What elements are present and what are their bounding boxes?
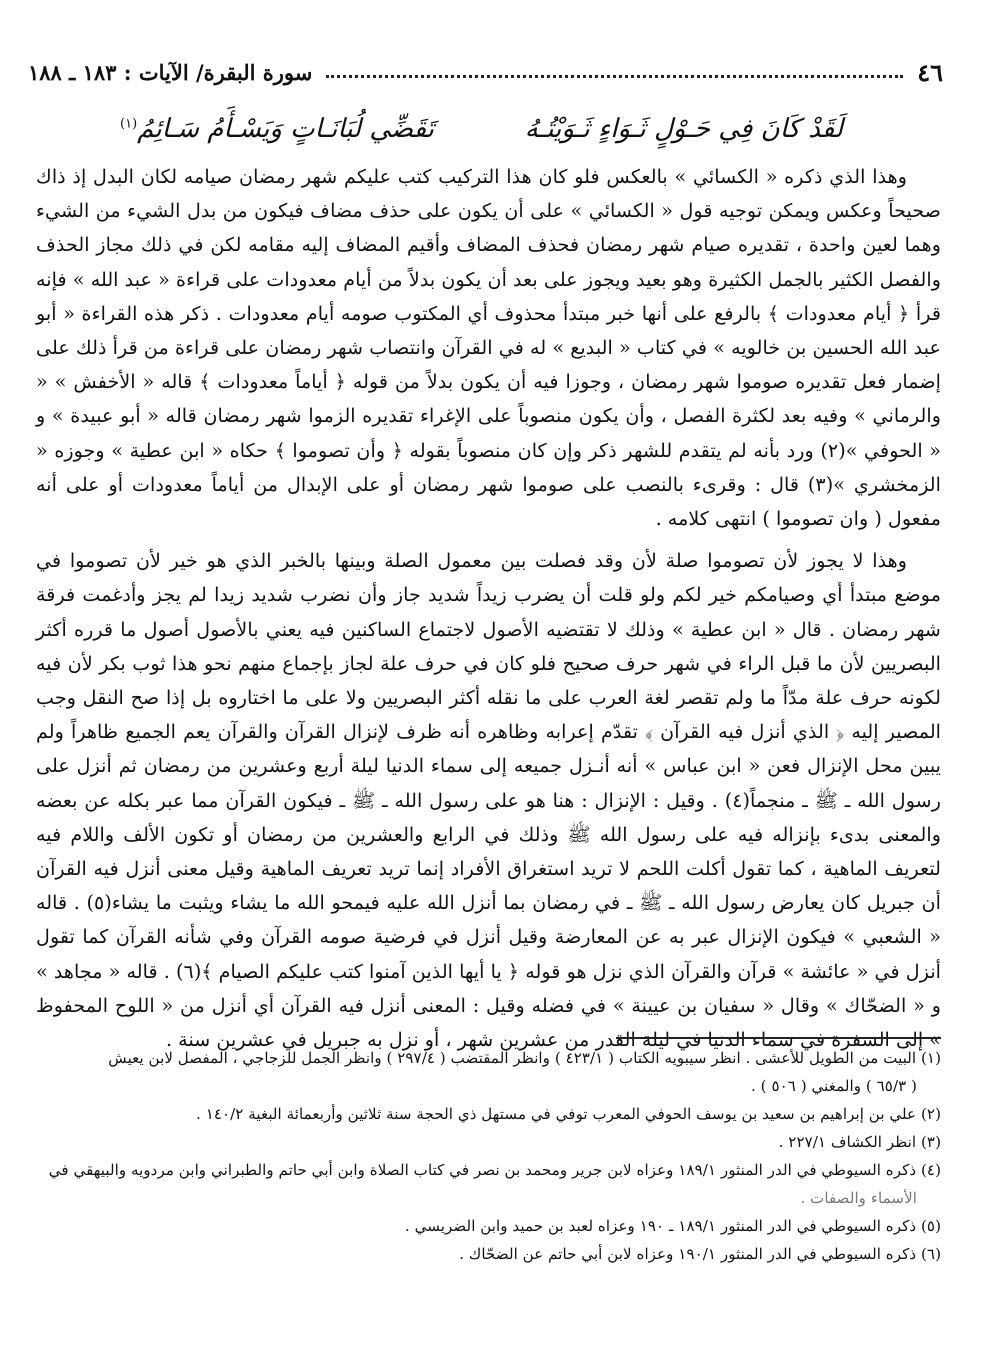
paragraph-1: وهذا الذي ذكره « الكسائي » بالعكس فلو كان هذا التركيب كتب عليكم شهر رمضان صيامه لكان البدل إذ ذاك صحيحاً وعكس ويمكن توجيه قول « الكسائي » على أن يكون على حذف مضاف فيكون من بدل الشيء من الشيء وهما لعين واحدة ، تقديره صيام شهر رمضان فحذف المضاف وأقيم المضاف إليه مقامه لكن في ذلك مجاز الحذف والفصل الكثير بالجمل الكثيرة وهو بعيد ويجوز على بعد أن يكون بدلاً من أيام معدودات على قراءة « عبد الله » فإنه قرأ ﴿ أيام معدودات ﴾ بالرفع على أنها خبر مبتدأ محذوف أي المكتوب صومه أيام معدودات . ذكر هذه القراءة « أبو عبد الله الحسين بن خالويه » في كتاب « البديع » له في القرآن وانتصاب شهر رمضان على قراءة من قرأ ذلك على إضمار فعل تقديره صوموا شهر رمضان ، وجوزا فيه أن يكون بدلاً من قوله ﴿ أياماً معدودات ﴾ قاله « الأخفش » « والرماني » وفيه بعد لكثرة الفصل ، وأن يكون منصوباً على الإغراء تقديره الزموا شهر رمضان قاله « أبو عبيدة » و « الحوفي »(٢) ورد بأنه لم يتقدم للشهر ذكر وإن كان منصوباً بقوله ﴿ وأن تصوموا ﴾ حكاه « ابن عطية » وجوزه « الزمخشري »(٣) قال : وقرىء بالنصب على صوموا شهر رمضان أو على الإبدال من أياماً معدودات أو على أنه مفعول ( وان تصوموا ) انتهى كلامه . xyxy=(36,165,942,531)
footnote-2-text: (٢) علي بن إبراهيم بن سعيد بن يوسف الحوفي المعرب توفي في مستهل ذي الحجة سنة ثلاثين وأربعمائة البغية ١٤٠/٢ . xyxy=(196,1105,941,1123)
footnote-3-text: (٣) انظر الكشاف ٢٢٧/١ . xyxy=(778,1133,941,1151)
running-header xyxy=(28,54,943,90)
footnote-5 xyxy=(36,1212,941,1240)
footnotes xyxy=(36,1044,941,1268)
poetry-verse xyxy=(120,104,843,154)
footnote-1-line-2: ( ٦٥/٣ ) والمغني ( ٥٠٦ ) . xyxy=(751,1077,917,1095)
verse-second-hemistich-text: تَقَضِّي لُبَانَـاتٍ وَيَسْـأَمُ سَـائِمُ xyxy=(137,114,434,144)
verse-second-hemistich xyxy=(120,114,434,144)
footnote-4 xyxy=(36,1156,941,1212)
header-dot-leader xyxy=(326,75,903,78)
verse-footnote-ref: (١) xyxy=(120,116,138,132)
footnote-3 xyxy=(36,1128,941,1156)
paragraph-2: وهذا لا يجوز لأن تصوموا صلة لأن وقد فصلت بين معمول الصلة وبينها بالخبر الذي هو خير لأن تصوموا في موضع مبتدأ أي وصيامكم خير لكم ولو قلت أن يضرب زيداً شديد جاز وأن نضرب شديد زيدا لم يجز وأدغمت فرقة شهر رمضان . قال « ابن عطية » وذلك لا تقتضيه الأصول لاجتماع الساكنين فيه يعني بالأصول أصول ما قرره أكثر البصريين لأن ما قبل الراء في شهر حرف صحيح فلو كان في حرف علة لجاز بإجماع منهم نحو هذا ثوب بكر لأن فيه لكونه حرف علة مدّاً ما ولم تقصر لغة العرب على ما نقله أكثر البصريين ولا على ما اختاروه بل إذا صح النقل وجب المصير إليه ﴿ الذي أنزل فيه القرآن ﴾ تقدّم إعرابه وظاهره أنه ظرف لإنزال القرآن والقرآن يعم الجميع ظاهراً ولم يبين محل الإنزال فعن « ابن عباس » أنه أنـزل جميعه إلى سماء الدنيا ليلة أربع وعشرين من رمضان ثم أنزل على رسول الله ـ ﷺ ـ منجماً(٤) . وقيل : الإنزال : هنا هو على رسول الله ـ ﷺ ـ فيكون القرآن مما عبر بكله عن بعضه والمعنى بدىء بإنزاله فيه على رسول الله ﷺ وذلك في الرابع والعشرين من رمضان أو تكون الألف واللام فيه لتعريف الماهية ، كما تقول أكلت اللحم لا تريد استغراق الأفراد إنما تريد تعريف الماهية وقيل معنى أنزل فيه القرآن أن جبريل كان يعارض رسول الله ـ ﷺ ـ في رمضان بما أنزل الله عليه فيمحو الله ما يشاء ويثبت ما يشاء(٥) . قاله « الشعبي » فيكون الإنزال عبر به عن المعارضة وقيل أنزل في فرضية صومه القرآن وفي شأنه القرآن كما تقول أنزل في « عائشة » قرآن والقرآن الذي نزل هو قوله ﴿ يا أيها الذين آمنوا كتب عليكم الصيام ﴾(٦) . قاله « مجاهد » و « الضحّاك » وقال « سفيان بن عيينة » في فضله وقيل : المعنى أنزل فيه القرآن أي أنزل من « اللوح المحفوظ » إلى السفرة في سماء الدنيا في ليلة القدر من عشرين شهر ، أو نزل به جبريل في عشرين سنة . xyxy=(36,549,942,1052)
footnote-5-text: (٥) ذكره السيوطي في الدر المنثور ١٨٩/١ ـ ١٩٠ وعزاه لعبد بن حميد وابن الضريسي . xyxy=(404,1217,941,1235)
verse-first-hemistich: لَقَدْ كَانَ فِي حَـوْلٍ ثَـوَاءٍ ثَـوَيْتُـهُ xyxy=(524,114,843,144)
footnote-2 xyxy=(36,1100,941,1128)
footnote-separator xyxy=(616,1037,941,1039)
footnote-6-text: (٦) ذكره السيوطي في الدر المنثور ١٩٠/١ وعزاه لابن أبي حاتم عن الضحّاك . xyxy=(459,1245,941,1263)
main-text xyxy=(36,160,941,1057)
footnote-6 xyxy=(36,1240,941,1268)
running-title: سورة البقرة/ الآيات : ١٨٣ ـ ١٨٨ xyxy=(28,59,313,85)
footnote-4-line-1: (٤) ذكره السيوطي في الدر المنثور ١٨٩/١ وعزاه لابن جرير ومحمد بن نصر في كتاب الصلاة وابن أبي حاتم والطبراني وابن مردويه والبيهقي في xyxy=(48,1161,941,1179)
footnote-1 xyxy=(36,1044,941,1100)
page-number: ٤٦ xyxy=(917,57,943,87)
footnote-4-line-2: الأسماء والصفات . xyxy=(800,1189,917,1207)
footnote-1-line-1: (١) البيت من الطويل للأعشى . انظر سيبويه الكتاب ( ٤٢٣/١ ) وانظر المقتضب ( ٢٩٧/٤ ) وانظر الجمل للزجاجي ، المفصل لابن يعيش xyxy=(108,1049,941,1067)
